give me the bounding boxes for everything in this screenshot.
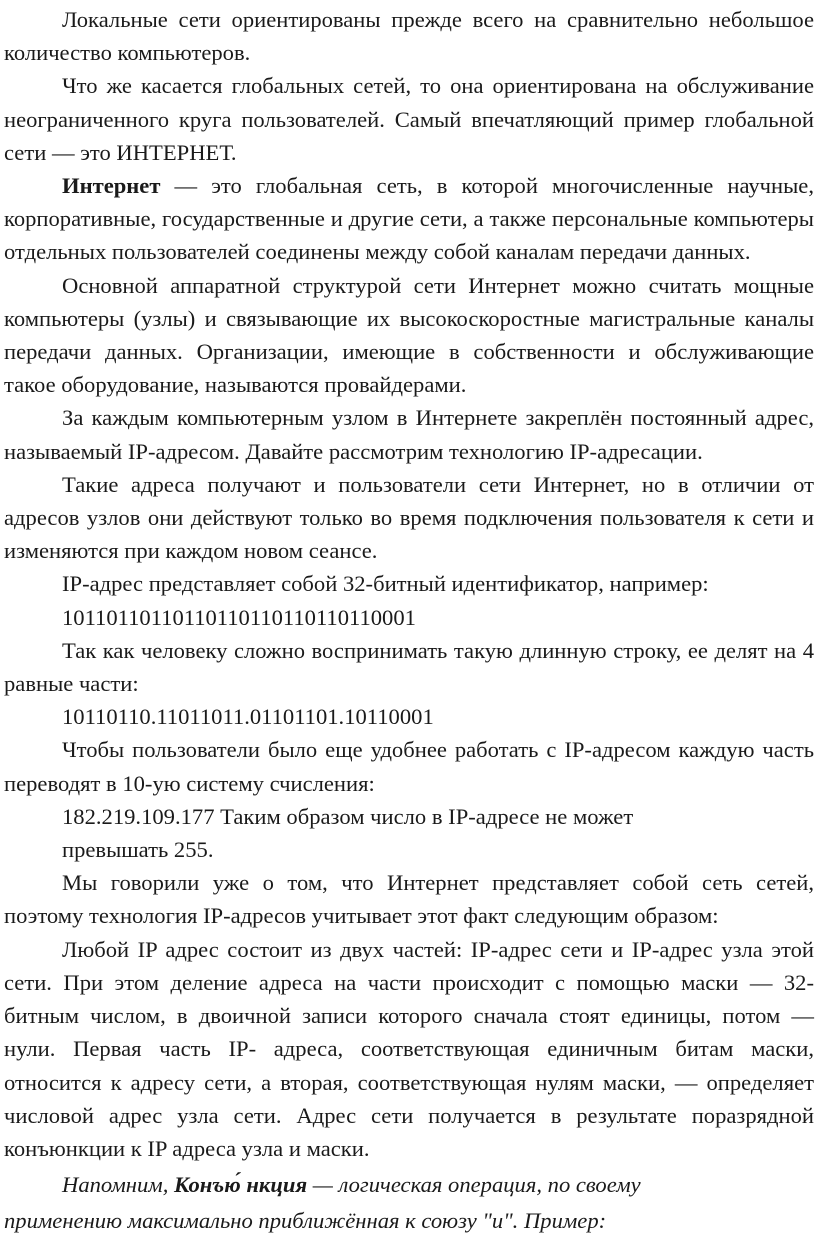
paragraph-network-of-networks: Мы говорили уже о том, что Интернет представляет собой сеть сетей, поэтому технология IP-адресов учитывает этот факт следующим образом: bbox=[4, 870, 814, 929]
paragraph-conjunction-note bbox=[4, 1167, 814, 1239]
paragraph-hardware-structure: Основной аппаратной структурой сети Интернет можно считать мощные компьютеры (узлы) и связывающие их высокоскоростные магистральные каналы передачи данных. Организации, имеющие в собственности и обслуживающие такое оборудование, называются провайдерами. bbox=[4, 272, 814, 398]
paragraph-user-addresses: Такие адреса получают и пользователи сети Интернет, но в отличии от адресов узлов они действуют только во время подключения пользователя к сети и изменяются при каждом новом сеансе. bbox=[4, 471, 814, 564]
paragraph-decimal-conversion: Чтобы пользователи было еще удобнее работать с IP-адресом каждую часть переводят в 10-ую систему счисления: bbox=[4, 737, 814, 796]
paragraph-split-parts: Так как человеку сложно воспринимать такую длинную строку, ее делят на 4 равные части: bbox=[4, 637, 814, 697]
paragraph-internet-definition bbox=[4, 169, 814, 269]
conjunction-prefix: Напомним, bbox=[62, 1172, 174, 1198]
document-page bbox=[4, 3, 814, 1239]
conjunction-example-line: применению максимально приближённая к союзу "и". Пример: bbox=[4, 1208, 607, 1234]
paragraph-global-networks: Что же касается глобальных сетей, то она ориентирована на обслуживание неограниченного круга пользователей. Самый впечатляющий пример глобальной сети — это ИНТЕРНЕТ. bbox=[4, 73, 814, 165]
binary-address-example: 10110110110110110110110110110001 bbox=[62, 604, 416, 630]
internet-definition-text: — это глобальная сеть, в которой многочисленные научные, корпоративные, государственные и другие сети, а также персональные компьютеры отдельных пользователей соединены между собой каналам передачи данных. bbox=[4, 173, 814, 265]
paragraph-address-mask: Любой IP адрес состоит из двух частей: IP-адрес сети и IP-адрес узла этой сети. При этом деление адреса на части происходит с помощью маски — 32-битным числом, в двоичной записи которого сначала стоят единицы, потом — нули. Первая часть IP- адреса, соответствующая единичным битам маски, относится к адресу сети, а вторая, соответствующая нулям маски, — определяет числовой адрес узла сети. Адрес сети получается в результате поразрядной конъюнкции к IP адреса узла и маски. bbox=[4, 936, 814, 1161]
binary-address-parts: 10110110.11011011.01101101.10110001 bbox=[62, 704, 434, 730]
paragraph-ip-identifier: IP-адрес представляет собой 32-битный идентификатор, например: bbox=[62, 571, 709, 597]
decimal-address-limit: превышать 255. bbox=[62, 837, 214, 863]
term-conjunction: Конъю́ нкция bbox=[174, 1172, 308, 1198]
paragraph-ip-address-intro: За каждым компьютерным узлом в Интернете закреплён постоянный адрес, называемый IP-адресом. Давайте рассмотрим технологию IP-адресации. bbox=[4, 405, 814, 464]
decimal-address-line: 182.219.109.177 Таким образом число в IP-адресе не может bbox=[62, 803, 634, 829]
term-internet: Интернет bbox=[62, 173, 161, 199]
paragraph-local-networks: Локальные сети ориентированы прежде всего на сравнительно небольшое количество компьютеров. bbox=[4, 7, 814, 66]
conjunction-text: — логическая операция, по своему bbox=[307, 1172, 641, 1198]
